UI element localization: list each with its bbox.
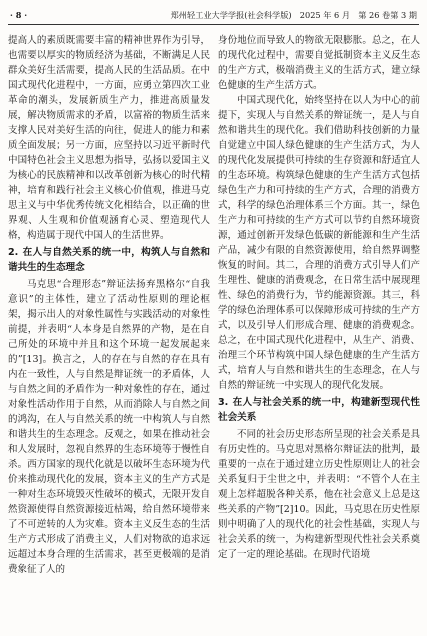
running-header [8, 6, 419, 25]
journal-info: 郑州轻工业大学学报(社会科学版) 2025 年 6 月 第 26 卷第 3 期 [170, 10, 417, 20]
paragraph: 中国式现代化，始终坚持在以人为中心的前提下，实现人与自然关系的辩证统一，是人与自然和谐共生的现代化。我们借助科技创新的力量自觉建立中国人绿色健康的生产生活方式，为人的现代化发展提供可持续的生存资源和舒适宜人的生态环境。构筑绿色健康的生产生活方式包括绿色生产力和可持续的生产方式，合理的消费方式，科学的绿色治理体系三个方面。其一，绿色生产力和可持续的生产方式可以节约自然环境资源，通过创新开发绿色低碳的新能源和生产生活产品，减少有限的自然资源使用，给自然界调整恢复的时间。其二，合理的消费方式引导人们产生理性、健康的消费观念，在日常生活中展现理性、绿色的消费行为，节约能源资源。其三，科学的绿色治理体系可以保障形成可持续的生产方式，以及引导人们形成合理、健康的消费观念。总之，在中国式现代化进程中，从生产、消费、治理三个环节构筑中国人绿色健康的生产生活方式，培育人与自然和谐共生的生态理念，在人与自然的辩证统一中实现人的现代化发展。 [218, 95, 420, 391]
section-heading-3 [218, 395, 420, 425]
page-number: · 8 · [10, 10, 28, 20]
paragraph: 马克思“合理形态”辩证法扬弃黑格尔“自我意识”的主体性，建立了活动性原则的理论框架，揭示出人的对象性属性与实践活动的对象性前提，并表明“人本身是自然界的产物，是在自己所处的环境中并且和这个环境一起发展起来的”[13]。换言之，人的存在与自然的存在具有内在一致性，人与自然是辩证统一的矛盾体，人与自然之间的矛盾作为一种对象性的存在，通过对象性活动作用于自然，从而消除人与自然之间的鸿沟，在人与自然关系的统一中构筑人与自然和谐共生的生态理念。反观之，如果在推动社会和人发展时，忽视自然界的生态环境等于慢性自杀。西方国家的现代化就是以破坏生态环境为代价来推动现代化的发展，资本主义的生产方式是一种对生态环境毁灭性破坏的模式，无限开发自然资源使得自然资源接近枯竭，给自然环境带来了不可逆转的人为灾难。资本主义反生态的生活生产方式形成了消费主义，人们对物欲的追求远远超过本身合理的生活需求，甚至更极端的是消费象征了人的 [8, 279, 210, 575]
right-column [218, 33, 420, 631]
paragraph: 不同的社会历史形态所呈现的社会关系是具有历史性的。马克思对黑格尔辩证法的批判，最重要的一点在于通过建立历史性原则让人的社会关系复归于尘世之中，并表明：“不管个人在主观上怎样超脱各种关系，他在社会意义上总是这些关系的产物”[2]10。因此，马克思在历史性原则中明确了人的现代化的社会性基础，实现人与社会关系的统一，为构建新型现代性社会关系奠定了一定的理论基础。在现时代语境 [218, 429, 420, 560]
section-title: 在人与自然关系的统一中，构筑人与自然和谐共生的生态理念 [8, 247, 210, 273]
left-column [8, 33, 210, 631]
paragraph: 提高人的素质既需要丰富的精神世界作为引导，也需要以厚实的物质经济为基础，不断满足人民群众美好生活需要，提高人民的生活品质。在中国式现代化进程中，一方面，应勇立第四次工业革命的潮头，发展新质生产力，推进高质量发展，解决物质需求的矛盾，以富裕的物质生活来支撑人民对美好生活的向往，促进人的能力和素质全面发展；另一方面，应坚持以习近平新时代中国特色社会主义思想为指导，弘扬以爱国主义为核心的民族精神和以改革创新为核心的时代精神，培育和践行社会主义核心价值观，推进马克思主义与中华优秀传统文化相结合，以正确的世界观、人生观和价值观涵育心灵、塑造现代人格，构造属于现代中国人的生活世界。 [8, 35, 210, 241]
section-title: 在人与社会关系的统一中，构建新型现代性社会关系 [218, 397, 420, 423]
section-number: 3. [218, 397, 229, 408]
paragraph: 身份地位而导致人的物欲无限膨胀。总之，在人的现代化过程中，需要自觉抵制资本主义反生态的生产方式，极端消费主义的生活方式，建立绿色健康的生产生活方式。 [218, 35, 420, 91]
section-number: 2. [8, 247, 19, 258]
section-heading-2 [8, 245, 210, 275]
